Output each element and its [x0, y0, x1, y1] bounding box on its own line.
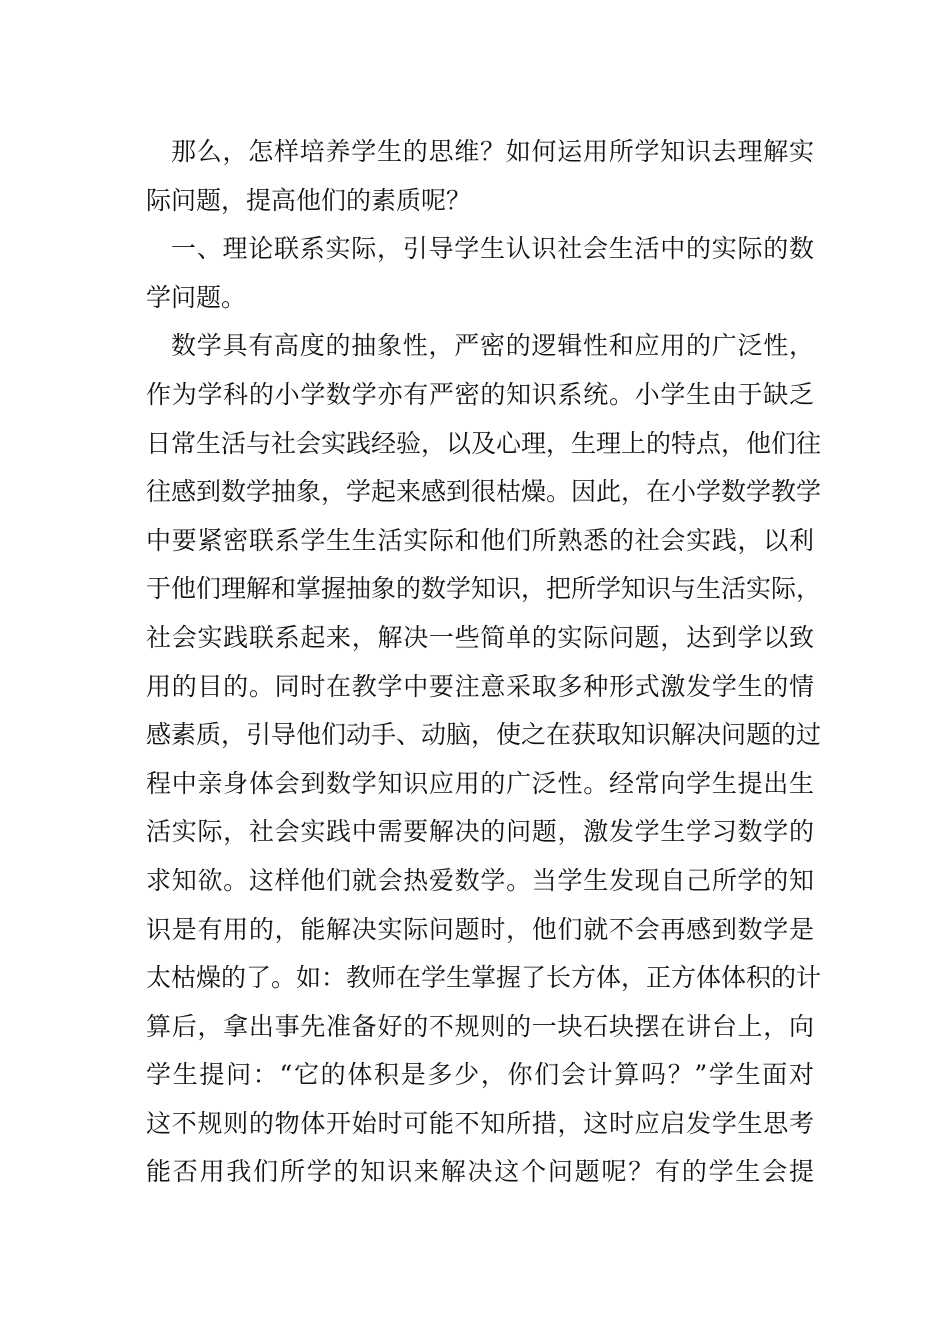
paragraph-2-line: 日常生活与社会实践经验，以及心理，生理上的特点，他们往 — [146, 428, 822, 458]
paragraph-2-line: 太枯燥的了。如：教师在学生掌握了长方体，正方体体积的计 — [146, 963, 822, 993]
paragraph-1-line-2: 际问题，提高他们的素质呢？ — [146, 185, 472, 215]
paragraph-2-line: 于他们理解和掌握抽象的数学知识，把所学知识与生活实际， — [146, 574, 822, 604]
paragraph-2-line: 能否用我们所学的知识来解决这个问题呢？有的学生会提 — [146, 1157, 814, 1187]
paragraph-2-line: 识是有用的，能解决实际问题时，他们就不会再感到数学是 — [146, 914, 814, 944]
paragraph-2-line: 用的目的。同时在教学中要注意采取多种形式激发学生的情 — [146, 671, 814, 701]
section-heading-line-1: 一、理论联系实际，引导学生认识社会生活中的实际的数 — [171, 234, 814, 264]
paragraph-2-line: 求知欲。这样他们就会热爱数学。当学生发现自己所学的知 — [146, 865, 814, 895]
paragraph-2-line: 算后，拿出事先准备好的不规则的一块石块摆在讲台上，向 — [146, 1011, 814, 1041]
paragraph-2-line: 学生提问：“它的体积是多少，你们会计算吗？”学生面对 — [146, 1060, 814, 1090]
paragraph-2-line: 这不规则的物体开始时可能不知所措，这时应启发学生思考 — [146, 1108, 814, 1138]
paragraph-2-line: 往感到数学抽象，学起来感到很枯燥。因此，在小学数学教学 — [146, 477, 822, 507]
section-heading-line-2: 学问题。 — [146, 282, 247, 312]
paragraph-2-line-1: 数学具有高度的抽象性，严密的逻辑性和应用的广泛性， — [171, 331, 814, 361]
paragraph-2-line: 活实际，社会实践中需要解决的问题，激发学生学习数学的 — [146, 817, 814, 847]
paragraph-2-line: 感素质，引导他们动手、动脑，使之在获取知识解决问题的过 — [146, 720, 822, 750]
paragraph-2-line: 作为学科的小学数学亦有严密的知识系统。小学生由于缺乏 — [146, 379, 814, 409]
paragraph-2-line: 程中亲身体会到数学知识应用的广泛性。经常向学生提出生 — [146, 768, 814, 798]
paragraph-2-line: 社会实践联系起来，解决一些简单的实际问题，达到学以致 — [146, 622, 814, 652]
paragraph-1-line-1: 那么，怎样培养学生的思维？如何运用所学知识去理解实 — [171, 137, 814, 166]
paragraph-2-line: 中要紧密联系学生生活实际和他们所熟悉的社会实践，以利 — [146, 525, 814, 555]
body-text — [146, 128, 822, 1197]
